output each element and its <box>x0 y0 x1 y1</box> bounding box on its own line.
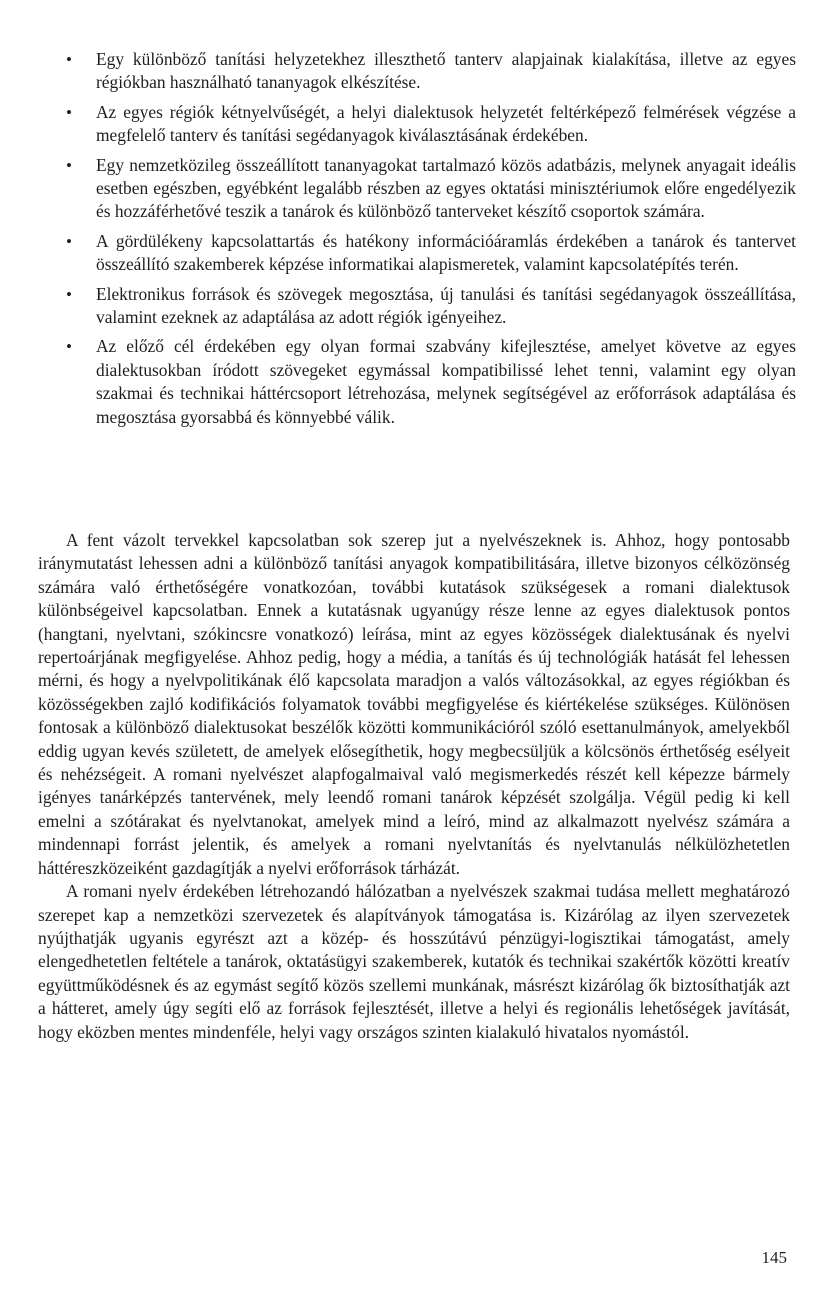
bullet-item <box>62 154 796 224</box>
paragraph: A fent vázolt tervekkel kapcsolatban sok szerep jut a nyelvészeknek is. Ahhoz, hogy pontosabb iránymutatást lehessen adni a különböző tanítási anyagok kompatibilitására, illetve bizonyos célközönség számára való érthetőségére vonatkozóan, további kutatások szükségesek a romani dialektusok különbségeivel kapcsolatban. Ennek a kutatásnak ugyanúgy része lenne az egyes dialektusok pontos (hangtani, nyelvtani, szókincsre vonatkozó) leírása, mint az egyes közösségek dialektusának és nyelvi repertoárjának megfigyelése. Ahhoz pedig, hogy a média, a tanítás és új technológiák hatását fel lehessen mérni, és hogy a nyelvpolitikának élő kapcsolata maradjon a valós változásokkal, az egyes régiókban és közösségekben zajló kodifikációs folyamatok további megfigyelése és kiértékelése szükséges. Különösen fontosak a különböző dialektusokat beszélők közötti kommunikációról szóló esettanulmányok, amelyekből eddig ugyan kevés született, de amelyek elősegíthetik, hogy megbecsüljük a kölcsönös érthetőség esélyeit és nehézségeit. A romani nyelvészet alapfogalmaival való megismerkedés részét kell képezze bármely igényes tanárképzés tantervének, mely leendő romani tanárok képzését szolgálja. Végül pedig ki kell emelni a szótárakat és nyelvtanokat, amelyek mind a leíró, mind az alkalmazott nyelvész számára a mindennapi forrást jelentik, és amelyek a romani nyelvtanítás és nyelvtanulás nélkülözhetetlen háttéreszközeiként gazdagítják a nyelvi erőforrások tárházát. <box>38 530 790 878</box>
paragraph: A romani nyelv érdekében létrehozandó hálózatban a nyelvészek szakmai tudása mellett meghatározó szerepet kap a nemzetközi szervezetek és alapítványok támogatása is. Kizárólag az ilyen szervezetek nyújthatják ugyanis egyrészt azt a közép- és hosszútávú pénzügyi-logisztikai támogatást, amely elengedhetetlen feltétele a tanárok, oktatásügyi szakemberek, kutatók és technikai szakértők közötti kreatív együttműködésnek és az egymást segítő közös szellemi munkának, másrészt kizárólag ők biztosíthatják azt a hátteret, amely úgy segíti elő az források fejlesztését, illetve a helyi és regionális lehetőségek javítását, hogy eközben mentes mindenféle, helyi vagy országos szinten kialakuló hivatalos nyomástól. <box>38 881 790 1042</box>
page-number: 145 <box>761 1248 787 1267</box>
bullet-text: Egy különböző tanítási helyzetekhez illeszthető tanterv alapjainak kialakítása, illetve az egyes régiókban használható tananyagok elkészítése. <box>96 49 796 93</box>
bullet-list <box>62 48 796 435</box>
bullet-icon: • <box>66 231 72 251</box>
bullet-item <box>62 48 796 95</box>
bullet-text: Elektronikus források és szövegek megosztása, új tanulási és tanítási segédanyagok összeállítása, valamint ezeknek az adaptálása az adott régiók igényeihez. <box>96 283 796 328</box>
bullet-icon: • <box>66 337 72 357</box>
bullet-text: Az egyes régiók kétnyelvűségét, a helyi dialektusok helyzetét feltérképező felmérések végzése a megfelelő tanterv és tanítási segédanyagok kiválasztásának érdekében. <box>96 101 796 146</box>
bullet-item <box>62 283 796 330</box>
bullet-text: Az előző cél érdekében egy olyan formai szabvány kifejlesztése, amelyet követve az egyes dialektusokban íródott szövegeket egymással kompatibilissé lehet tenni, valamint egy olyan szakmai és technikai háttércsoport létrehozása, melynek segítségével az erőforrások adaptálása és megosztása gyorsabbá és könnyebbé válik. <box>96 336 796 427</box>
bullet-icon: • <box>66 284 72 304</box>
bullet-icon: • <box>66 50 72 69</box>
bullet-item <box>62 101 796 148</box>
bullet-item <box>62 335 796 429</box>
bullet-text: Egy nemzetközileg összeállított tananyagokat tartalmazó közös adatbázis, melynek anyagait ideális esetben egészben, egyébként legalább részben az egyes oktatási minisztériumok előre engedélyezik és hozzáférhetővé teszik a tanárok és különböző tanterveket készítő csoportok számára. <box>96 154 796 222</box>
bullet-item <box>62 230 796 277</box>
bullet-icon: • <box>66 102 72 122</box>
bullet-text: A gördülékeny kapcsolattartás és hatékony információáramlás érdekében a tanárok és tantervet összeállító szakemberek képzése informatikai alapismeretek, valamint kapcsolatépítés terén. <box>96 230 796 275</box>
bullet-icon: • <box>66 155 72 175</box>
body-text <box>38 529 790 1044</box>
